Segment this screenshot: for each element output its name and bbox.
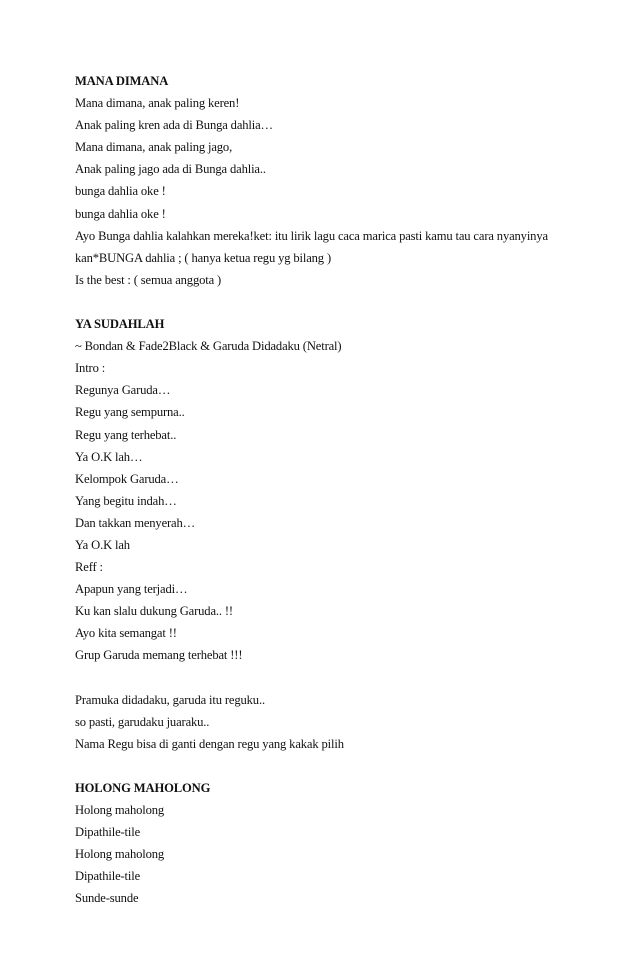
lyric-line: Reff : — [75, 560, 103, 575]
blank-line — [75, 667, 595, 689]
lyric-line: Holong maholong — [75, 847, 165, 862]
lyric-line: Mana dimana, anak paling keren! — [75, 96, 240, 111]
lyric-line: bunga dahlia oke ! — [75, 184, 166, 199]
note-line: Nama Regu bisa di ganti dengan regu yang kakak pilih — [75, 736, 344, 751]
blank-line — [75, 291, 595, 313]
section-title-mana-dimana: MANA DIMANA — [75, 74, 169, 88]
lyric-line: Kelompok Garuda… — [75, 471, 179, 486]
lyric-line: Sunde-sunde — [75, 891, 139, 906]
lyric-line: Dipathile-tile — [75, 869, 141, 884]
lyric-line: Ayo kita semangat !! — [75, 626, 177, 641]
lyric-line: Grup Garuda memang terhebat !!! — [75, 648, 243, 663]
lyric-line: Regu yang sempurna.. — [75, 405, 185, 420]
lyric-line: Anak paling jago ada di Bunga dahlia.. — [75, 162, 266, 177]
lyric-line: Ya O.K lah… — [75, 449, 143, 464]
document-page — [75, 70, 595, 910]
lyric-line: Ayo Bunga dahlia kalahkan mereka!ket: itu lirik lagu caca marica pasti kamu tau cara nyanyinya — [75, 228, 548, 243]
lyric-line: Intro : — [75, 361, 106, 376]
lyric-line: Holong maholong — [75, 803, 165, 818]
lyric-line: ~ Bondan & Fade2Black & Garuda Didadaku (Netral) — [75, 339, 342, 354]
blank-line — [75, 755, 595, 777]
lyric-line: Yang begitu indah… — [75, 493, 177, 508]
lyric-line: Regunya Garuda… — [75, 383, 171, 398]
lyric-line: Regu yang terhebat.. — [75, 427, 177, 442]
lyric-line: so pasti, garudaku juaraku.. — [75, 714, 210, 729]
lyric-line: bunga dahlia oke ! — [75, 206, 166, 221]
lyric-line: kan*BUNGA dahlia ; ( hanya ketua regu yg bilang ) — [75, 250, 331, 265]
lyric-line: Dan takkan menyerah… — [75, 515, 196, 530]
lyric-line: Anak paling kren ada di Bunga dahlia… — [75, 118, 273, 133]
lyric-line: Ku kan slalu dukung Garuda.. !! — [75, 604, 233, 619]
lyric-line: Dipathile-tile — [75, 825, 141, 840]
section-title-ya-sudahlah: YA SUDAHLAH — [75, 317, 165, 332]
section-title-holong-maholong: HOLONG MAHOLONG — [75, 781, 211, 795]
lyric-line: Mana dimana, anak paling jago, — [75, 140, 233, 155]
lyric-line: Is the best : ( semua anggota ) — [75, 272, 222, 287]
lyric-line: Ya O.K lah — [75, 537, 130, 552]
lyric-line: Apapun yang terjadi… — [75, 582, 188, 597]
lyric-line: Pramuka didadaku, garuda itu reguku.. — [75, 692, 265, 707]
